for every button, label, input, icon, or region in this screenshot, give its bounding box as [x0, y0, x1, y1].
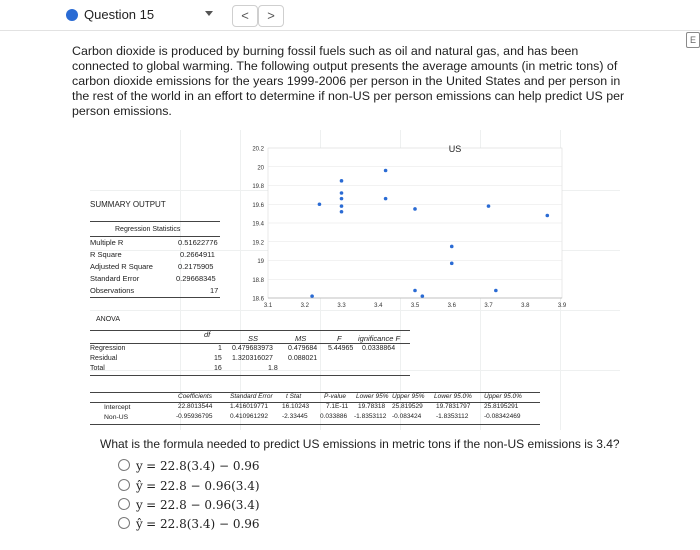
choice-rhs: = 22.8 − 0.96(3.4) [146, 479, 260, 493]
data-point [310, 294, 314, 298]
anova-cell: 0.088021 [288, 355, 318, 362]
radio-button[interactable] [118, 479, 130, 491]
status-dot-icon [66, 9, 78, 21]
anova-header-sig: ignificance F [358, 334, 401, 343]
anova-cell: 5.44965 [328, 345, 354, 352]
stat-label: Multiple R [90, 238, 124, 247]
data-point [450, 245, 454, 249]
coef-header: Lower 95% [356, 393, 389, 400]
stat-label: Standard Error [90, 274, 140, 283]
coef-header: Lower 95.0% [434, 393, 472, 400]
choice-rhs: = 22.8(3.4) − 0.96 [146, 517, 260, 531]
question-header [0, 0, 700, 31]
coef-cell: -1.8353112 [436, 413, 469, 420]
anova-row-label: Regression [90, 345, 126, 352]
x-tick-label: 3.2 [300, 303, 309, 309]
coef-cell: -1.8353112 [354, 413, 387, 420]
anova-header-ms: MS [295, 334, 307, 343]
anova-cell: 0.479684 [288, 345, 318, 352]
choice-rhs: = 22.8(3.4) − 0.96 [146, 459, 260, 473]
coef-header: Upper 95% [392, 393, 425, 400]
y-tick-label: 20 [257, 165, 264, 172]
stat-label: R Square [90, 250, 122, 259]
data-point [384, 197, 388, 201]
coef-cell: 7.1E-11 [326, 403, 349, 410]
choice-lhs: y [136, 498, 143, 512]
coef-cell: 0.033886 [320, 413, 348, 420]
x-tick-label: 3.3 [337, 303, 346, 309]
x-tick-label: 3.8 [521, 303, 530, 309]
data-point [318, 202, 322, 206]
summary-output-title: SUMMARY OUTPUT [90, 200, 166, 209]
radio-button[interactable] [118, 459, 130, 471]
x-tick-label: 3.6 [447, 303, 456, 309]
stat-value: 0.29668345 [176, 274, 216, 283]
stat-value: 0.2175905 [178, 262, 214, 271]
coef-header: P-value [324, 393, 347, 400]
sheet-gridline [90, 370, 620, 371]
table-rule [90, 402, 540, 403]
x-tick-label: 3.7 [484, 303, 493, 309]
anova-header-df: df [204, 330, 211, 339]
y-tick-label: 19 [257, 259, 264, 265]
table-rule [90, 424, 540, 425]
answer-choice-1[interactable] [118, 459, 260, 473]
anova-cell: 0.0338864 [362, 345, 396, 352]
data-point [340, 179, 344, 183]
table-rule [90, 236, 220, 237]
data-point [340, 210, 344, 214]
x-tick-label: 3.4 [374, 303, 383, 309]
coef-row-label: Intercept [104, 404, 131, 411]
answer-choice-3[interactable] [118, 498, 260, 512]
y-tick-label: 19.6 [252, 202, 264, 209]
coef-header: Coefficients [178, 393, 212, 400]
data-point [450, 262, 454, 266]
choice-rhs: = 22.8 − 0.96(3.4) [146, 498, 260, 512]
stat-value: 0.2664911 [180, 250, 215, 259]
data-point [494, 289, 498, 293]
data-point [413, 207, 417, 211]
table-rule [90, 392, 540, 393]
coef-header: Standard Error [230, 393, 273, 400]
coef-cell: 25.8195291 [484, 403, 519, 410]
coef-cell: -0.95936795 [176, 413, 213, 420]
coef-cell: -0.083424 [392, 413, 422, 420]
coef-cell: 16.10243 [282, 403, 310, 410]
coef-cell: -2.33445 [282, 413, 308, 420]
y-tick-label: 18.8 [252, 277, 264, 284]
y-tick-label: 18.6 [252, 296, 264, 303]
table-rule [90, 330, 410, 331]
answer-choice-4[interactable] [118, 517, 260, 531]
table-rule [90, 343, 410, 344]
anova-header-ss: SS [248, 334, 259, 343]
table-rule [90, 297, 220, 298]
choice-lhs: ŷ [136, 517, 143, 531]
anova-header-f: F [337, 334, 342, 343]
data-point [340, 204, 344, 208]
table-rule [90, 375, 410, 376]
stat-label: Observations [90, 286, 135, 295]
chart-title: US [448, 144, 462, 154]
x-tick-label: 3.9 [557, 303, 567, 309]
question-text: What is the formula needed to predict US emissions in metric tons if the non-US emissions is 3.4? [100, 437, 620, 451]
anova-cell: 16 [214, 365, 222, 372]
coef-row-label: Non-US [104, 414, 129, 421]
question-selector[interactable]: Question 15 [84, 7, 155, 22]
scatter-chart [240, 140, 570, 320]
coef-header: t Stat [286, 393, 302, 400]
stat-label: Adjusted R Square [90, 262, 153, 271]
coef-cell: 25.819529 [392, 403, 423, 410]
choice-lhs: y [136, 459, 143, 473]
coef-cell: 19.7831797 [436, 403, 471, 410]
anova-row-label: Residual [90, 355, 118, 362]
y-tick-label: 19.8 [252, 184, 264, 190]
coef-header: Upper 95.0% [484, 393, 522, 400]
x-tick-label: 3.5 [410, 303, 420, 309]
anova-title: ANOVA [96, 316, 120, 323]
anova-cell: 0.479683973 [232, 345, 273, 352]
next-question-button[interactable]: > [258, 5, 284, 27]
choice-lhs: ŷ [136, 479, 143, 493]
answer-choice-2[interactable] [118, 479, 260, 493]
data-point [546, 214, 550, 218]
question-prompt: Carbon dioxide is produced by burning fossil fuels such as oil and natural gas, and has been connected to global warming. The following output presents the average amounts (in metric tons) of carbon dioxide emissions for the years 1999-2006 per person in the United States and per person in the rest of the world in an effort to determine if non-US per person emissions can help predict US per person emissions. [72, 44, 625, 118]
anova-row-label: Total [90, 365, 105, 372]
coef-cell: -0.08342469 [484, 413, 521, 420]
coef-cell: 19.78318 [358, 403, 386, 410]
data-point [413, 289, 417, 293]
table-rule [90, 221, 220, 222]
previous-question-button[interactable]: < [232, 5, 258, 27]
chevron-down-icon[interactable] [205, 11, 213, 16]
data-point [487, 204, 491, 208]
regression-statistics-title: Regression Statistics [115, 226, 181, 233]
coef-cell: 0.410961292 [230, 413, 268, 420]
y-tick-label: 19.2 [252, 240, 264, 247]
regression-output-image [90, 130, 620, 430]
data-point [340, 197, 344, 201]
x-tick-label: 3.1 [263, 303, 273, 309]
radio-button[interactable] [118, 498, 130, 510]
data-point [340, 191, 344, 195]
anova-cell: 1.8 [268, 365, 278, 372]
y-tick-label: 20.2 [252, 146, 264, 153]
side-panel-icon[interactable]: E [686, 32, 700, 48]
anova-cell: 1.320316027 [232, 355, 273, 362]
coef-cell: 1.416019771 [230, 403, 268, 410]
anova-cell: 15 [214, 355, 222, 362]
y-tick-label: 19.4 [252, 221, 264, 228]
data-point [421, 294, 425, 298]
radio-button[interactable] [118, 517, 130, 529]
anova-cell: 1 [218, 345, 222, 352]
coef-cell: 22.8013544 [178, 403, 213, 410]
stat-value: 17 [210, 286, 219, 295]
data-point [384, 169, 388, 173]
stat-value: 0.51622776 [178, 238, 218, 247]
